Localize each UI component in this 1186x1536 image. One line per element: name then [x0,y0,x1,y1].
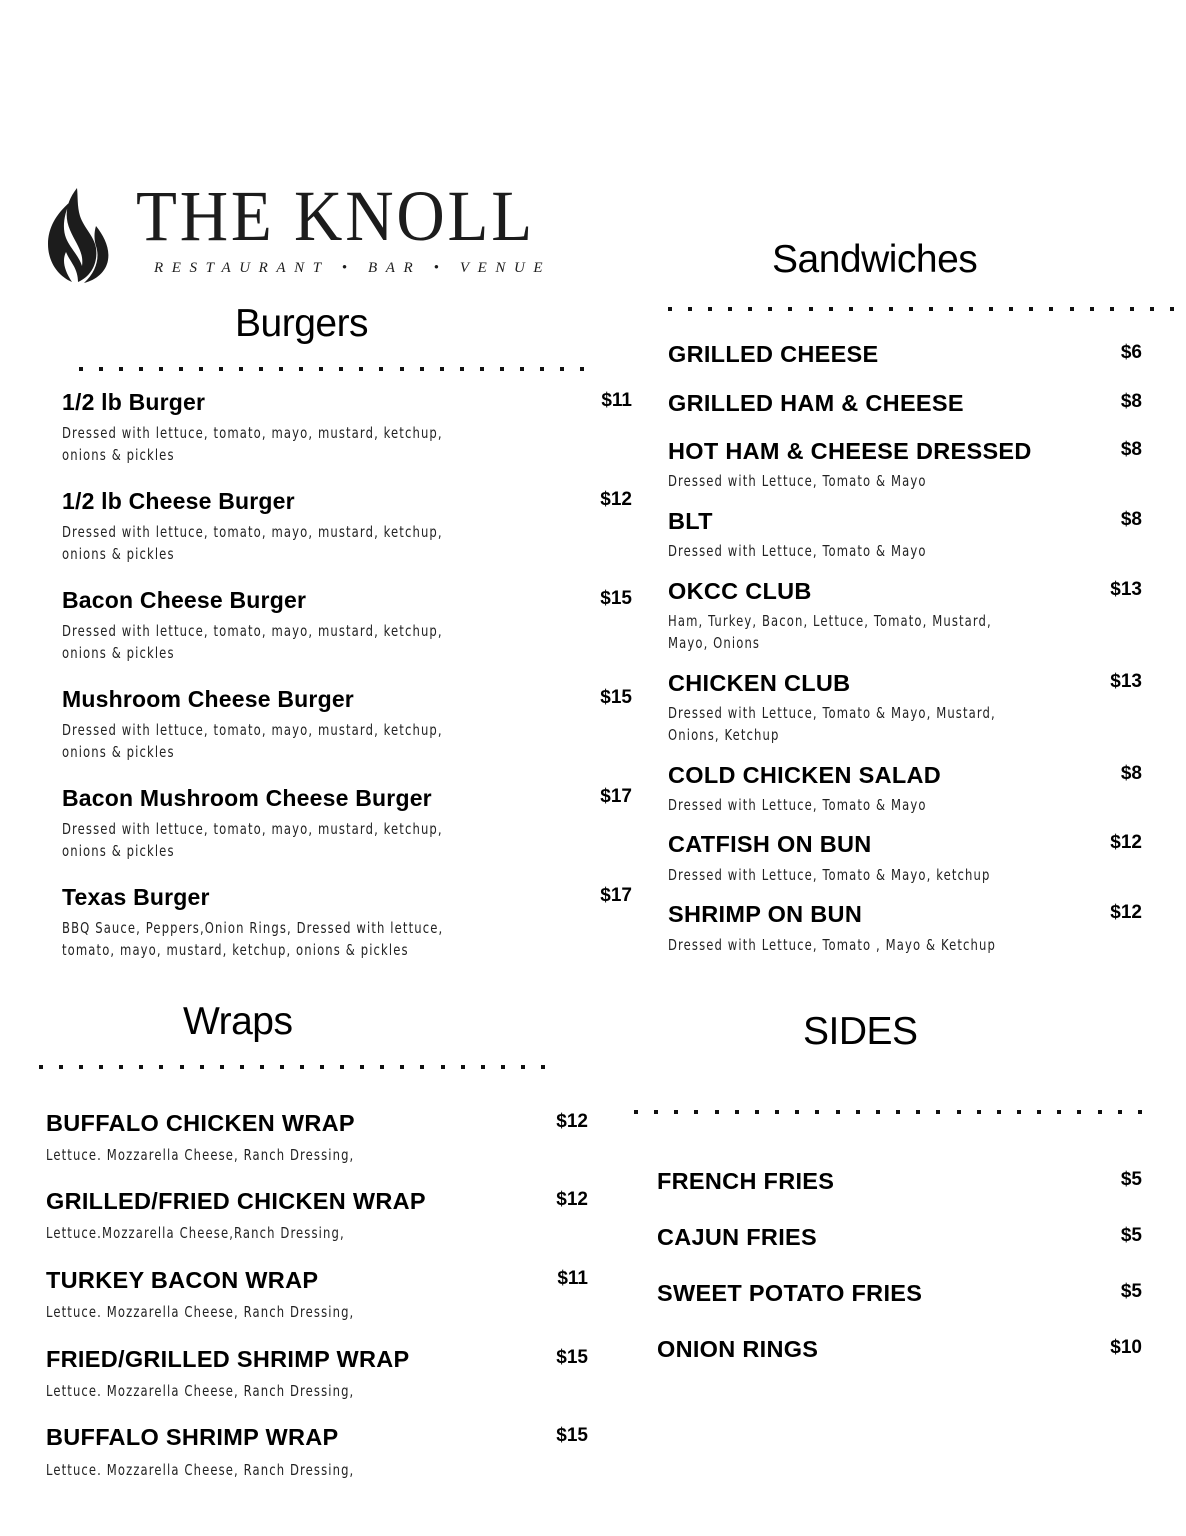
item-description: Dressed with Lettuce, Tomato , Mayo & Ketchup [668,936,996,954]
brand-logo [44,176,564,286]
item-name: SHRIMP ON BUN [668,901,863,927]
item-description: Dressed with lettuce, tomato, mayo, mustard, ketchup, [62,820,443,838]
item-description: Onions, Ketchup [668,726,780,744]
item-name: FRENCH FRIES [657,1168,835,1194]
item-name: OKCC CLUB [668,578,812,604]
item-price: $15 [600,588,632,609]
item-description: Dressed with Lettuce, Tomato & Mayo, ketchup [668,866,991,884]
item-price: $12 [1110,832,1142,853]
item-price: $8 [1120,391,1142,412]
item-description: Dressed with Lettuce, Tomato & Mayo, Mustard, [668,704,996,722]
item-description: Dressed with lettuce, tomato, mayo, mustard, ketchup, [62,523,443,541]
item-description: onions & pickles [62,743,175,761]
item-price: $5 [1120,1225,1142,1246]
item-name: BUFFALO SHRIMP WRAP [46,1424,339,1450]
item-name: Mushroom Cheese Burger [62,686,354,712]
item-description: BBQ Sauce, Peppers,Onion Rings, Dressed with lettuce, [62,919,444,937]
item-name: HOT HAM & CHEESE DRESSED [668,438,1032,464]
item-description: Dressed with Lettuce, Tomato & Mayo [668,472,927,490]
item-price: $15 [556,1347,588,1368]
item-price: $12 [556,1189,588,1210]
item-description: Lettuce.Mozzarella Cheese,Ranch Dressing, [46,1224,345,1242]
item-price: $12 [600,489,632,510]
item-price: $6 [1120,342,1142,363]
item-description: tomato, mayo, mustard, ketchup, onions & pickles [62,941,409,959]
flame-icon [44,186,114,284]
item-description: onions & pickles [62,644,175,662]
item-name: 1/2 lb Cheese Burger [62,488,295,514]
item-price: $11 [557,1268,588,1289]
item-name: CHICKEN CLUB [668,670,851,696]
item-name: ONION RINGS [657,1336,819,1362]
item-name: TURKEY BACON WRAP [46,1267,319,1293]
item-name: 1/2 lb Burger [62,389,206,415]
item-name: FRIED/GRILLED SHRIMP WRAP [46,1346,410,1372]
item-name: GRILLED CHEESE [668,341,879,367]
item-name: SWEET POTATO FRIES [657,1280,923,1306]
brand-name: THE KNOLL [136,176,535,256]
item-description: onions & pickles [62,446,175,464]
item-description: Mayo, Onions [668,634,761,652]
item-name: Bacon Cheese Burger [62,587,307,613]
item-name: BLT [668,508,713,534]
item-name: BUFFALO CHICKEN WRAP [46,1110,355,1136]
divider-sides [634,1110,1142,1114]
item-description: Lettuce. Mozzarella Cheese, Ranch Dressing, [46,1382,355,1400]
divider-burgers [79,367,584,371]
section-title-sandwiches: Sandwiches [772,238,978,281]
item-name: GRILLED HAM & CHEESE [668,390,964,416]
item-description: onions & pickles [62,545,175,563]
item-description: Lettuce. Mozzarella Cheese, Ranch Dressing, [46,1303,355,1321]
item-price: $8 [1120,509,1142,530]
item-description: Dressed with Lettuce, Tomato & Mayo [668,796,927,814]
item-description: Dressed with Lettuce, Tomato & Mayo [668,542,927,560]
item-description: Ham, Turkey, Bacon, Lettuce, Tomato, Mustard, [668,612,992,630]
item-price: $5 [1120,1169,1142,1190]
brand-tagline: RESTAURANT • BAR • VENUE [154,260,552,276]
item-description: Lettuce. Mozzarella Cheese, Ranch Dressing, [46,1146,355,1164]
item-name: Texas Burger [62,884,210,910]
item-price: $12 [556,1111,588,1132]
section-title-burgers: Burgers [235,302,369,345]
item-price: $15 [600,687,632,708]
item-price: $17 [600,885,632,906]
divider-wraps [39,1065,545,1069]
item-description: Lettuce. Mozzarella Cheese, Ranch Dressing, [46,1461,355,1479]
item-price: $13 [1110,671,1142,692]
item-name: GRILLED/FRIED CHICKEN WRAP [46,1188,426,1214]
item-price: $12 [1110,902,1142,923]
section-title-wraps: Wraps [183,1000,293,1043]
item-description: Dressed with lettuce, tomato, mayo, mustard, ketchup, [62,424,443,442]
item-description: onions & pickles [62,842,175,860]
item-description: Dressed with lettuce, tomato, mayo, mustard, ketchup, [62,721,443,739]
item-price: $15 [556,1425,588,1446]
item-price: $11 [601,390,632,411]
item-price: $10 [1110,1337,1142,1358]
item-name: Bacon Mushroom Cheese Burger [62,785,432,811]
item-price: $17 [600,786,632,807]
item-price: $8 [1120,763,1142,784]
item-name: CAJUN FRIES [657,1224,817,1250]
item-name: CATFISH ON BUN [668,831,872,857]
item-name: COLD CHICKEN SALAD [668,762,942,788]
item-description: Dressed with lettuce, tomato, mayo, mustard, ketchup, [62,622,443,640]
section-title-sides: SIDES [803,1010,918,1053]
item-price: $13 [1110,579,1142,600]
item-price: $5 [1120,1281,1142,1302]
item-price: $8 [1120,439,1142,460]
divider-sandwiches [668,307,1174,311]
